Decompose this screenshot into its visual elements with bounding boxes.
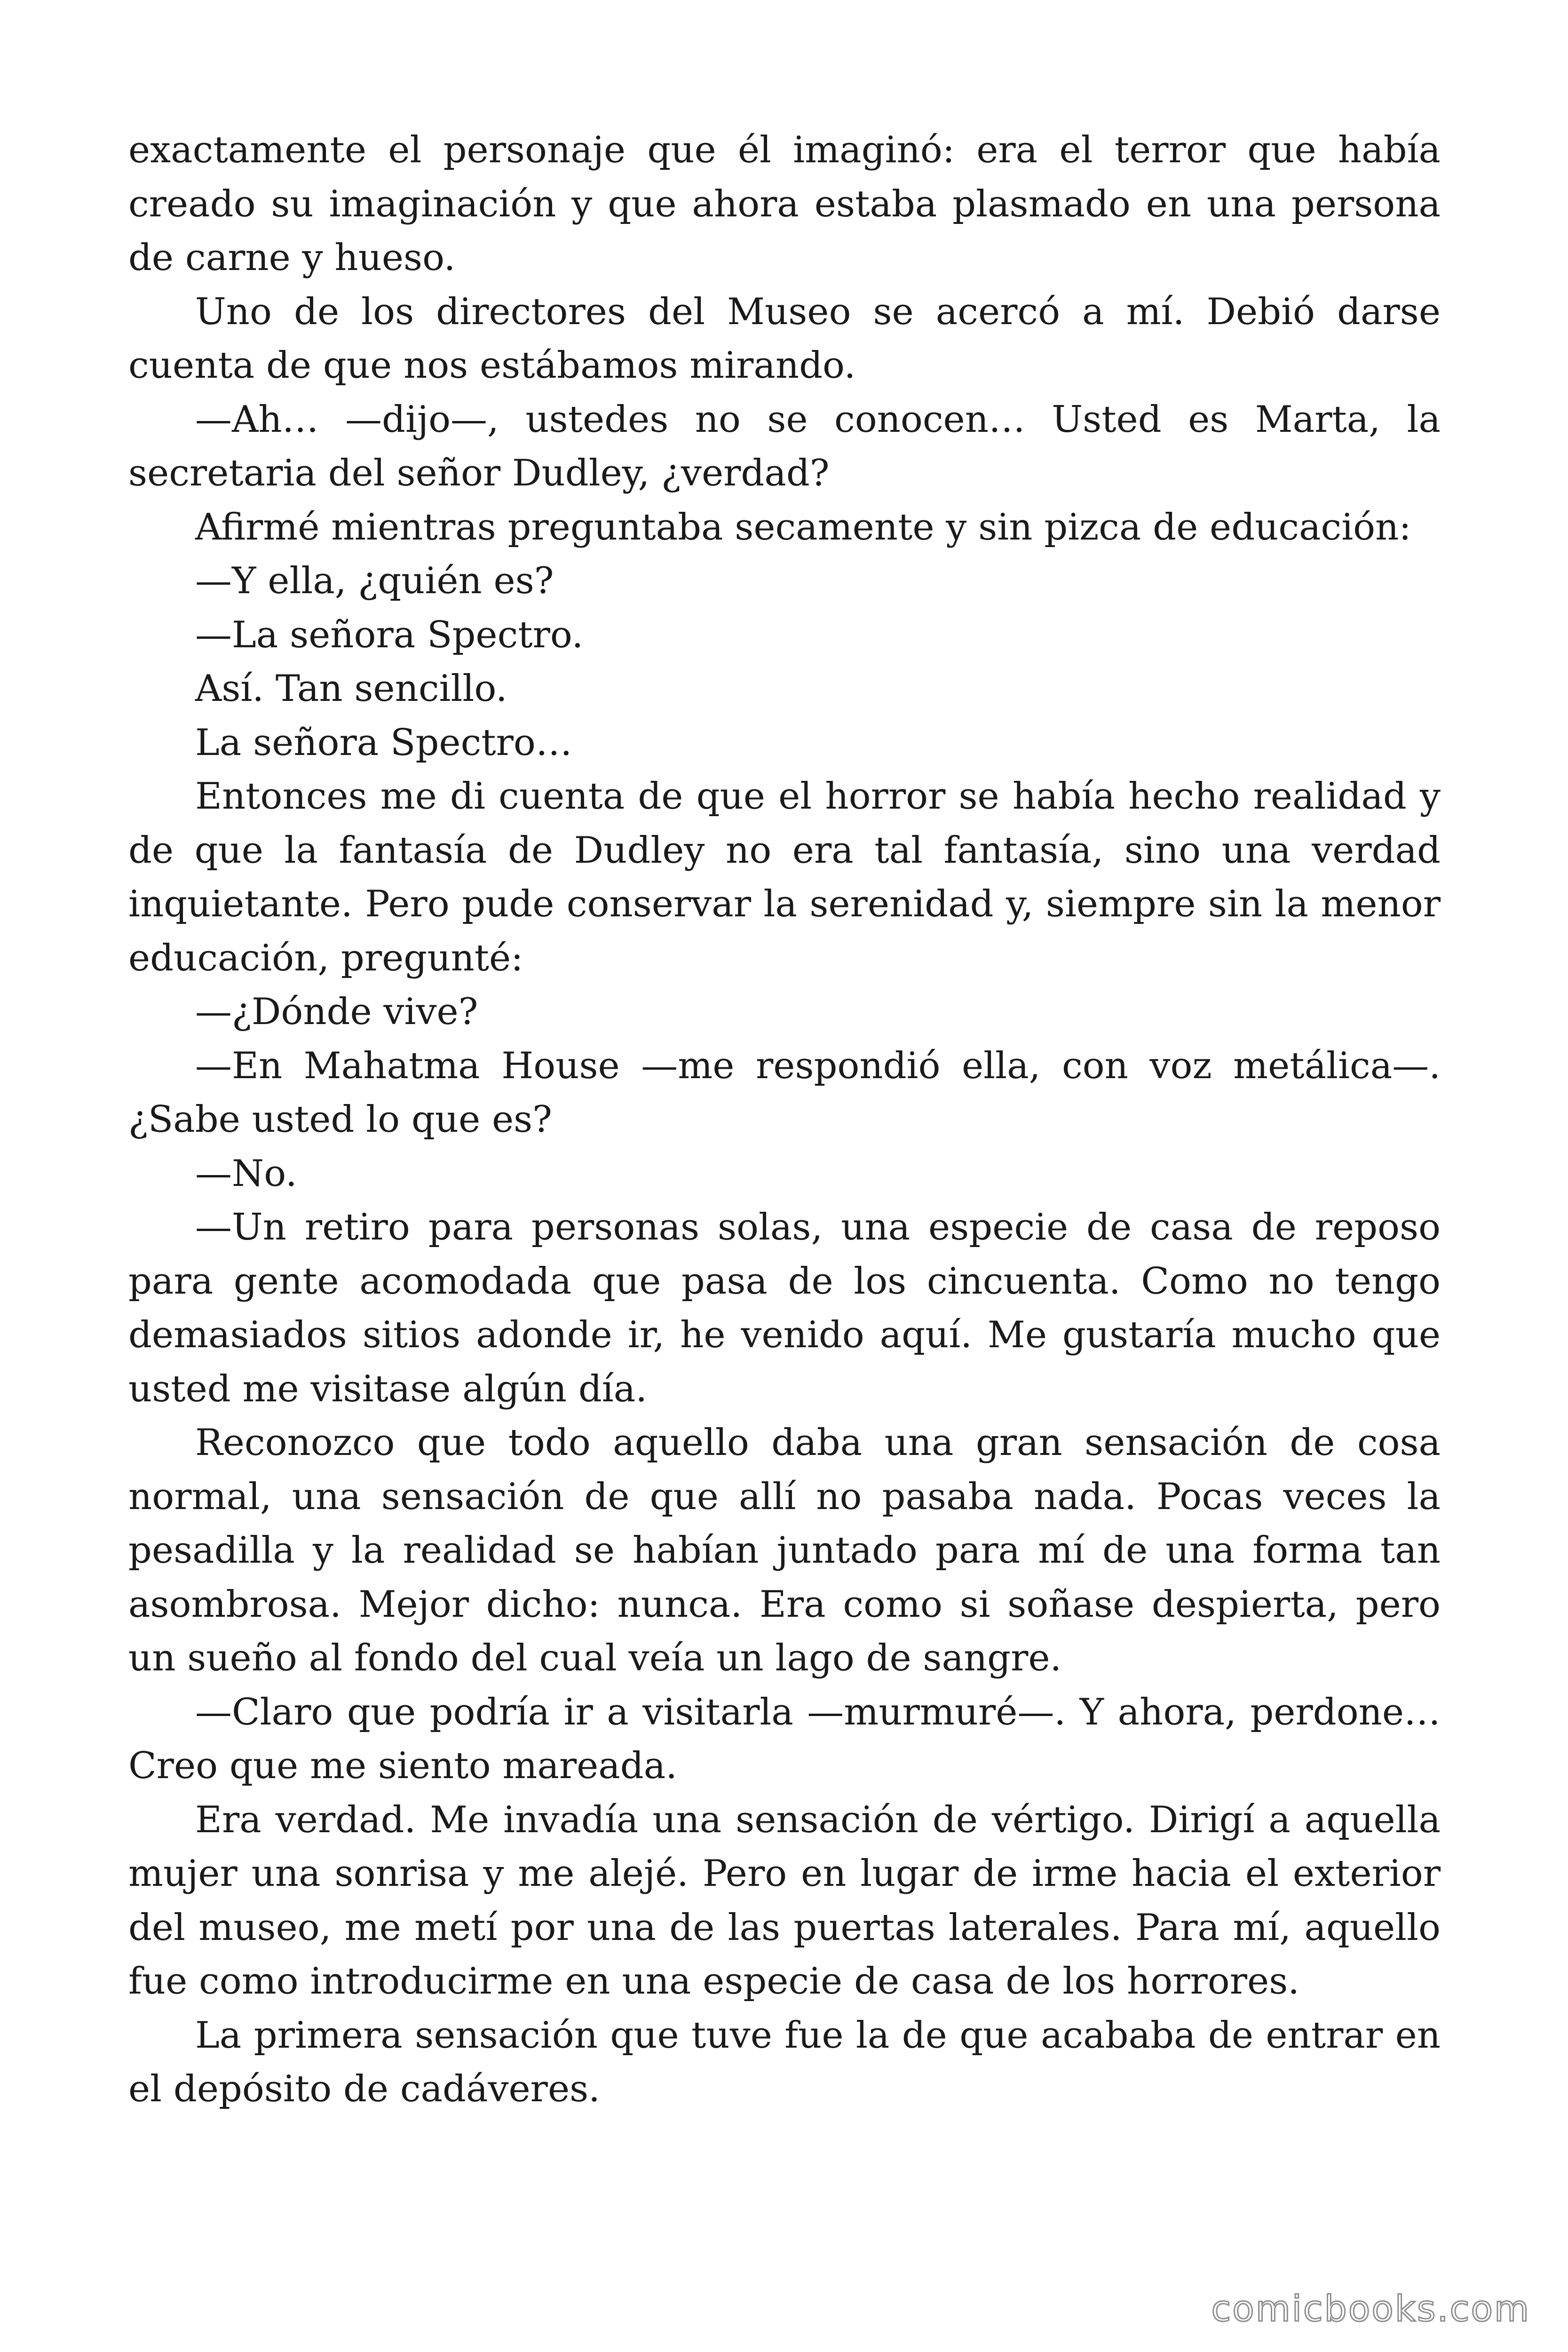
dialogue-line: —En Mahatma House —me respondió ella, con voz metálica—. ¿Sabe usted lo que es? <box>128 1044 1441 1141</box>
dialogue-line: —Un retiro para personas solas, una especie de casa de reposo para gente acomodada que pasa de los cincuenta. Como no tengo demasiados sitios adonde ir, he venido aquí. Me gustaría mucho que usted me visitase algún día. <box>128 1206 1441 1410</box>
paragraph-continuation: exactamente el personaje que él imaginó: era el terror que había creado su imaginación y que ahora estaba plasmado en una persona de carne y hueso. <box>128 129 1441 279</box>
paragraph: Entonces me di cuenta de que el horror se había hecho realidad y de que la fantasía de Dudley no era tal fantasía, sino una verdad inquietante. Pero pude conservar la serenidad y, siempre sin la menor educación, pregunté: <box>128 775 1441 979</box>
dialogue-line: —Ah… —dijo—, ustedes no se conocen… Usted es Marta, la secretaria del señor Dudley, ¿verdad? <box>128 398 1441 494</box>
paragraph: Reconozco que todo aquello daba una gran sensación de cosa normal, una sensación de que allí no pasaba nada. Pocas veces la pesadilla y la realidad se habían juntado para mí de una forma tan asombrosa. Mejor dicho: nunca. Era como si soñase despierta, pero un sueño al fondo del cual veía un lago de sangre. <box>128 1422 1441 1679</box>
watermark: comicbooks.com <box>1211 2288 1530 2329</box>
paragraph: Afirmé mientras preguntaba secamente y sin pizca de educación: <box>195 506 1411 548</box>
dialogue-line: —¿Dónde vive? <box>195 991 478 1033</box>
dialogue-line: —Y ella, ¿quién es? <box>195 560 554 602</box>
paragraph: Así. Tan sencillo. <box>195 667 507 710</box>
paragraph: La primera sensación que tuve fue la de que acababa de entrar en el depósito de cadáveres. <box>128 2014 1441 2110</box>
dialogue-line: —Claro que podría ir a visitarla —murmuré—. Y ahora, perdone… Creo que me siento mareada. <box>128 1691 1441 1787</box>
dialogue-line: —No. <box>195 1152 297 1195</box>
paragraph: Uno de los directores del Museo se acercó a mí. Debió darse cuenta de que nos estábamos mirando. <box>128 290 1441 387</box>
paragraph: Era verdad. Me invadía una sensación de vértigo. Dirigí a aquella mujer una sonrisa y me alejé. Pero en lugar de irme hacia el exterior del museo, me metí por una de las puertas laterales. Para mí, aquello fue como introducirme en una especie de casa de los horrores. <box>128 1798 1441 2002</box>
paragraph: La señora Spectro… <box>195 721 572 764</box>
dialogue-line: —La señora Spectro. <box>195 613 584 656</box>
page-text <box>128 123 1441 2184</box>
